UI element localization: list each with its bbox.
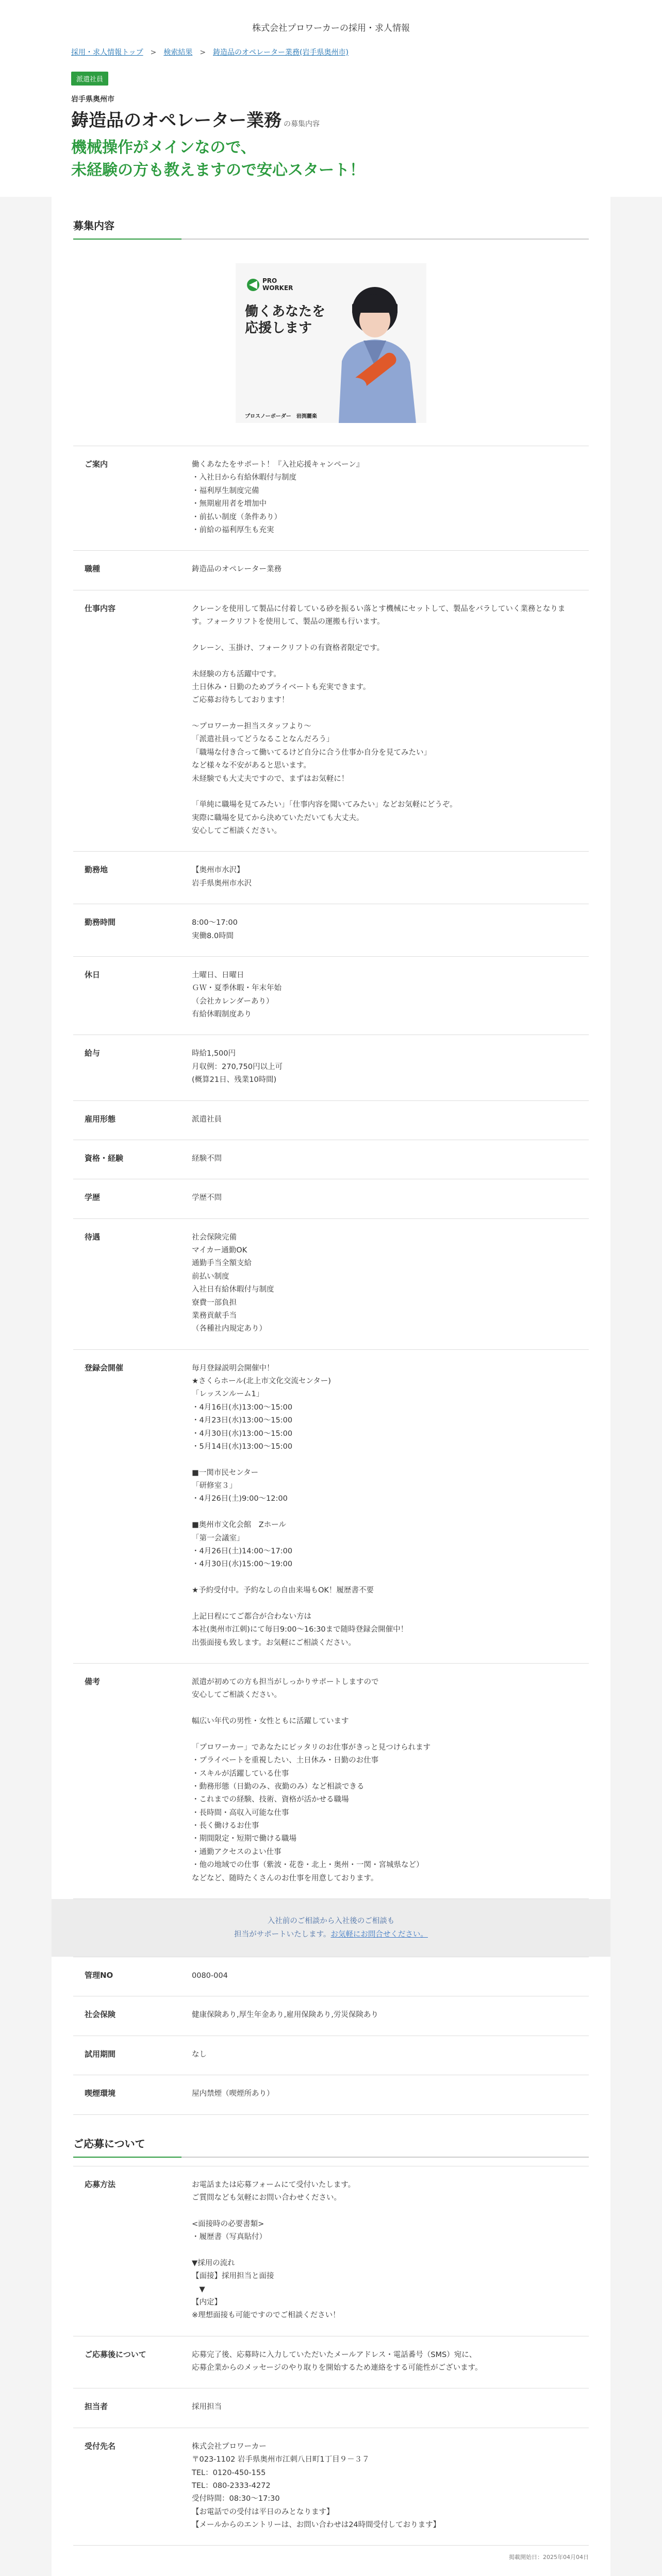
contact-link[interactable]: お気軽にお問合せください。	[330, 1930, 428, 1939]
recruit-section	[52, 197, 610, 1899]
detail-value: クレーンを使用して製品に付着している砂を振るい落とす機械にセットして、製品をバラしていく業務となります。フォークリフトを使用して、製品の運搬も行います。 クレーン、玉掛け、フォークリフトの有資格者限定です。 未経験の方も活躍中です。 土日休み・日勤のためプライベートも充実できます。 ご応募お待ちしております！ 〜プロワーカー担当スタッフより〜 「派遣社員ってどうなることなんだろう」 「職場な付き合って働いてるけど自分に合う仕事か自分を見てみたい」 など様々な不安があると思います。 未経験でも大丈夫ですので、まずはお気軽に！ 「単純に職場を見てみたい」「仕事内容を聞いてみたい」などお気軽にどうぞ。 実際に職場を見てから決めていただいても大丈夫。 安心してご相談ください。	[192, 590, 589, 852]
detail-value: 【奥州市水沢】 岩手県奥州市水沢	[192, 852, 589, 904]
detail-value: 時給1,500円 月収例：270,750円以上可 (概算21日、残業10時間)	[192, 1035, 589, 1100]
detail-value: 派遣社員	[192, 1100, 589, 1140]
photo-footer-text: プロスノーボーダー 岩渕麗楽	[245, 414, 317, 419]
apply-table	[73, 2166, 589, 2546]
table-row	[73, 2075, 589, 2114]
detail-value: 屋内禁煙（喫煙所あり）	[192, 2075, 589, 2114]
detail-label: 試用期間	[73, 2036, 192, 2075]
detail-value: 毎月登録説明会開催中！ ★さくらホール(北上市文化交流センター) 「レッスンルーム1」 ・4月16日(水)13:00〜15:00 ・4月23日(水)13:00〜15:00 ・4月30日(水)13:00〜15:00 ・5月14日(水)13:00〜15:00 ■一関市民センター 「研修室３」 ・4月26日(土)9:00〜12:00 ■奥州市文化会館 Zホール 「第一会議室」 ・4月26日(土)14:00〜17:00 ・4月30日(水)15:00〜19:00 ★予約受付中。予約なしの自由来場もOK！履歴書不要 上記日程にてご都合が合わない方は 本社(奥州市江刺)にて毎日9:00〜16:30まで随時登録会開催中！ 出張面接も致します。お気軽にご相談ください。	[192, 1349, 589, 1663]
photo-logo-line2: WORKER	[262, 284, 293, 292]
apply-wrap	[73, 2568, 589, 2576]
table-row	[73, 590, 589, 852]
detail-value: 採用担当	[192, 2388, 589, 2428]
detail-label: 登録会開催	[73, 1349, 192, 1663]
job-location: 岩手県奥州市	[71, 95, 114, 104]
detail-label: 職種	[73, 551, 192, 590]
table-row	[73, 1957, 589, 1996]
detail-label: 休日	[73, 956, 192, 1035]
site-title: 株式会社プロワーカーの採用・求人情報	[252, 23, 410, 33]
table-row	[73, 2388, 589, 2428]
details-table	[73, 446, 589, 1899]
employment-type-badge: 派遣社員	[71, 72, 108, 86]
table-row	[73, 1179, 589, 1218]
detail-value: 8:00〜17:00 実働8.0時間	[192, 904, 589, 957]
table-row	[73, 2036, 589, 2075]
job-hero	[47, 62, 615, 197]
detail-label: 給与	[73, 1035, 192, 1100]
table-row	[73, 551, 589, 590]
table-row	[73, 1035, 589, 1100]
job-title-suffix: の募集内容	[284, 120, 320, 128]
photo-wrap	[73, 240, 589, 446]
detail-label: 資格・経験	[73, 1140, 192, 1179]
support-notice	[52, 1899, 610, 1957]
detail-label: 受付先名	[73, 2428, 192, 2546]
update-date: 掲載開始日：2025年04月04日	[509, 2554, 589, 2561]
detail-value: 株式会社プロワーカー 〒023-1102 岩手県奥州市江刺八日町1丁目９－３７ TEL：0120-450-155 TEL：080-2333-4272 受付時間：08:30〜17:30 【お電話での受付は平日のみとなります】 【メールからのエントリーは、お問い合わせは24時間受付しております】	[192, 2428, 589, 2546]
detail-value: 社会保険完備 マイカー通勤OK 通勤手当全額支給 前払い制度 入社日有給休暇付与制度 寮費一部負担 業務貢献手当 （各種社内規定あり）	[192, 1218, 589, 1349]
table-row	[73, 1218, 589, 1349]
site-header	[0, 0, 662, 43]
photo-caption-line2: 応援します	[245, 320, 312, 336]
detail-label: 学歴	[73, 1179, 192, 1218]
detail-label: 備考	[73, 1663, 192, 1899]
detail-value: 健康保険あり,厚生年金あり,雇用保険あり,労災保険あり	[192, 1996, 589, 2036]
detail-value: なし	[192, 2036, 589, 2075]
detail-value: 派遣が初めての方も担当がしっかりサポートしますので 安心してご相談ください。 幅広い年代の男性・女性ともに活躍しています 「プロワーカー」であなたにピッタリのお仕事がきっと見つけられます ・プライベートを重視したい、土日休み・日勤のお仕事 ・スキルが活躍している仕事 ・動務形態（日勤のみ、夜勤のみ）など相談できる ・これまでの経験、技術、資格が活かせる職場 ・長時間・高収入可能な仕事 ・長く働けるお仕事 ・期間限定・短期で働ける職場 ・通勤アクセスのよい仕事 ・他の地域での仕事（紫波・花巻・北上・奥州・一関・宮城県など） などなど、随時たくさんのお仕事を用意しております。	[192, 1663, 589, 1899]
detail-label: 担当者	[73, 2388, 192, 2428]
table-row	[73, 446, 589, 551]
detail-value: 応募完了後、応募時に入力していただいたメールアドレス・電話番号（SMS）宛に、 応募企業からのメッセージのやり取りを開始するため連絡をする可能性がございます。	[192, 2336, 589, 2388]
table-row	[73, 1996, 589, 2036]
detail-label: 待遇	[73, 1218, 192, 1349]
detail-label: 勤務時間	[73, 904, 192, 957]
photo-logo-line1: PRO	[262, 277, 277, 284]
job-title-row	[71, 106, 591, 131]
detail-label: 社会保険	[73, 1996, 192, 2036]
photo-caption-line1: 働くあなたを	[245, 304, 326, 319]
detail-label: ご案内	[73, 446, 192, 551]
extra-details-table	[73, 1957, 589, 2115]
detail-label: 管理NO	[73, 1957, 192, 1996]
main-content	[52, 197, 610, 2576]
notice-line2	[52, 1928, 610, 1941]
table-row	[73, 2336, 589, 2388]
job-title: 鋳造品のオペレーター業務	[71, 110, 282, 131]
breadcrumb-search-link[interactable]: 検索結果	[163, 48, 193, 57]
promo-photo	[236, 263, 426, 423]
table-row	[73, 1349, 589, 1663]
table-row	[73, 1663, 589, 1899]
table-row	[73, 852, 589, 904]
recruit-heading: 募集内容	[73, 217, 589, 240]
apply-section	[52, 2115, 610, 2576]
job-catchphrase: 機械操作がメインなので、 未経験の方も教えますので安心スタート！	[71, 139, 365, 179]
table-row	[73, 956, 589, 1035]
detail-value: 働くあなたをサポート！『入社応援キャンペーン』 ・入社日から有給休暇付与制度 ・福利厚生制度完備 ・無期雇用者を増加中 ・前払い制度（条件あり） ・前給の福利厚生も充実	[192, 446, 589, 551]
breadcrumb-top-link[interactable]: 採用・求人情報トップ	[71, 48, 143, 57]
breadcrumb-current-link[interactable]: 鋳造品のオペレーター業務(岩手県奥州市)	[213, 48, 349, 57]
detail-label: ご応募後について	[73, 2336, 192, 2388]
detail-label: 仕事内容	[73, 590, 192, 852]
promo-photo-illustration	[236, 263, 426, 423]
detail-label: 応募方法	[73, 2166, 192, 2336]
detail-value: 0080-004	[192, 1957, 589, 1996]
notice-line2-text: 担当がサポートいたします。	[234, 1930, 331, 1939]
extra-details-section	[52, 1957, 610, 2115]
table-row	[73, 1100, 589, 1140]
detail-value: 鋳造品のオペレーター業務	[192, 551, 589, 590]
breadcrumb-separator: >	[150, 48, 157, 57]
detail-value: 土曜日、日曜日 ＧＷ・夏季休暇・年末年始 （会社カレンダーあり） 有給休暇制度あり	[192, 956, 589, 1035]
detail-value: お電話または応募フォームにて受付いたします。 ご質問なども気軽にお問い合わせください。 <面接時の必要書類> ・履歴書（写真貼付） ▼採用の流れ 【面接】採用担当と面接 ▼ 【内定】 ※理想面接も可能ですのでご相談ください！	[192, 2166, 589, 2336]
detail-label: 雇用形態	[73, 1100, 192, 1140]
detail-label: 喫煙環境	[73, 2075, 192, 2114]
table-row	[73, 2428, 589, 2546]
detail-label: 勤務地	[73, 852, 192, 904]
table-row	[73, 1140, 589, 1179]
breadcrumb	[47, 43, 615, 62]
table-row	[73, 2166, 589, 2336]
detail-value: 学歴不問	[192, 1179, 589, 1218]
detail-value: 経験不問	[192, 1140, 589, 1179]
breadcrumb-separator: >	[200, 48, 206, 57]
notice-line1: 入社前のご相談から入社後のご相談も	[267, 1917, 395, 1925]
apply-heading: ご応募について	[73, 2136, 589, 2158]
table-row	[73, 904, 589, 957]
